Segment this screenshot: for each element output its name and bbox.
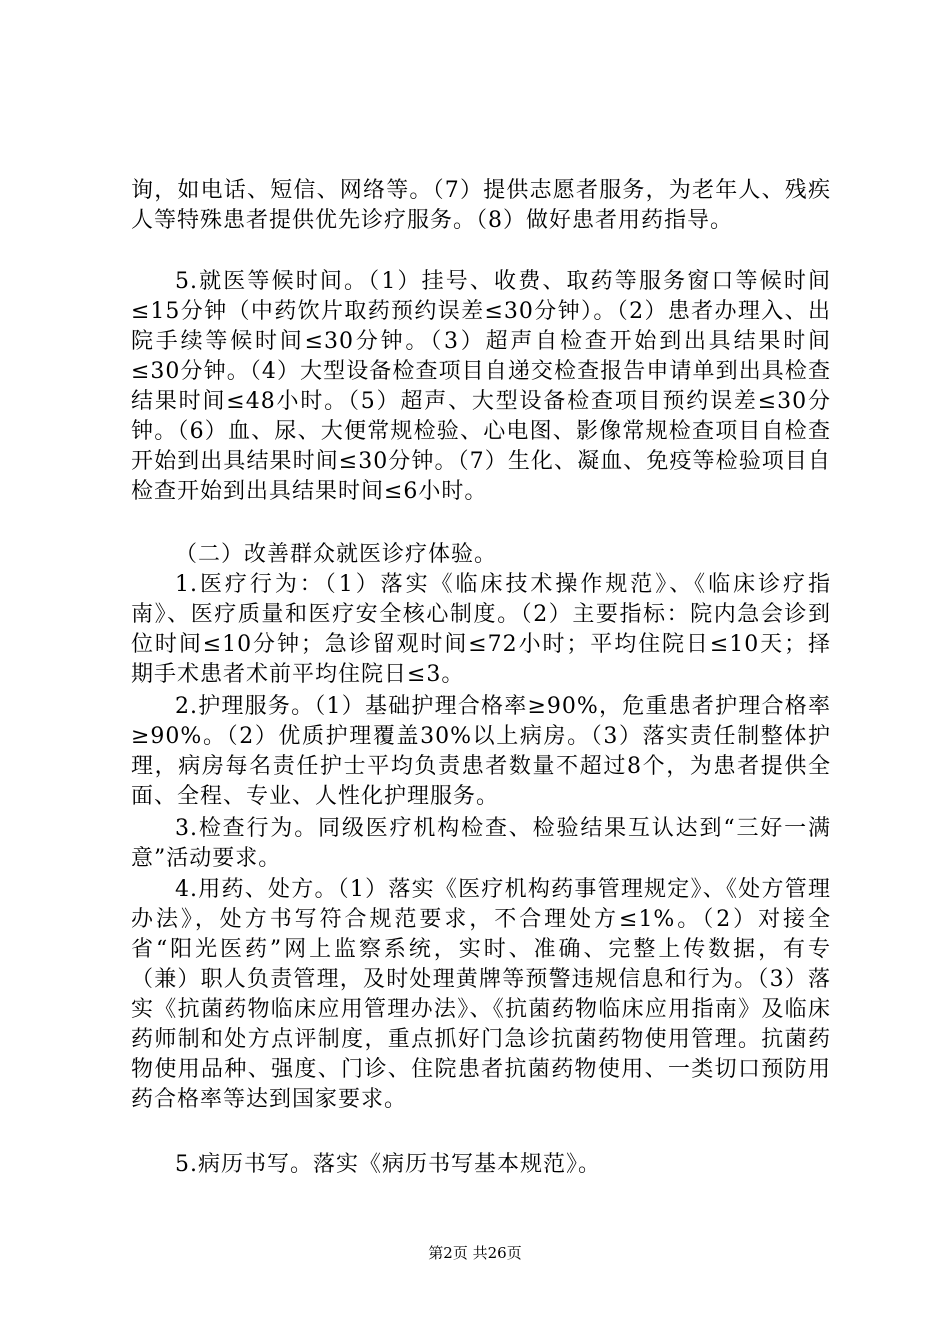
paragraph-patient-services: 询，如电话、短信、网络等。（7）提供志愿者服务，为老年人、残疾人等特殊患者提供优先诊疗服务。（8）做好患者用药指导。 — [131, 178, 831, 233]
paragraph-medical-records: 5.病历书写。落实《病历书写基本规范》。 — [175, 1152, 601, 1177]
paragraph-medical-behavior: 1.医疗行为：（1）落实《临床技术操作规范》、《临床诊疗指南》、医疗质量和医疗安全核心制度。（2）主要指标：院内急会诊到位时间≤10分钟；急诊留观时间≤72小时；平均住院日≤10天；择期手术患者术前平均住院日≤3。 — [131, 572, 831, 687]
paragraph-medication-prescription: 4.用药、处方。（1）落实《医疗机构药事管理规定》、《处方管理办法》，处方书写符合规范要求，不合理处方≤1%。（2）对接全省“阳光医药”网上监察系统，实时、准确、完整上传数据，有专（兼）职人负责管理，及时处理黄牌等预警违规信息和行为。（3）落实《抗菌药物临床应用管理办法》、《抗菌药物临床应用指南》及临床药师制和处方点评制度，重点抓好门急诊抗菌药物使用管理。抗菌药物使用品种、强度、门诊、住院患者抗菌药物使用、一类切口预防用药合格率等达到国家要求。 — [131, 877, 831, 1112]
section-heading-experience: （二）改善群众就医诊疗体验。 — [175, 542, 498, 567]
page-number-footer: 第2页 共26页 — [428, 1244, 522, 1262]
paragraph-waiting-time: 5.就医等候时间。（1）挂号、收费、取药等服务窗口等候时间≤15分钟（中药饮片取药预约误差≤30分钟）。（2）患者办理入、出院手续等候时间≤30分钟。（3）超声自检查开始到出具结果时间≤30分钟。（4）大型设备检查项目自递交检查报告申请单到出具检查结果时间≤48小时。（5）超声、大型设备检查项目预约误差≤30分钟。（6）血、尿、大便常规检验、心电图、影像常规检查项目自检查开始到出具结果时间≤30分钟。（7）生化、凝血、免疫等检验项目自检查开始到出具结果时间≤6小时。 — [131, 269, 831, 504]
paragraph-nursing-service: 2.护理服务。（1）基础护理合格率≥90%，危重患者护理合格率≥90%。（2）优质护理覆盖30%以上病房。（3）落实责任制整体护理，病房每名责任护士平均负责患者数量不超过8个，为患者提供全面、全程、专业、人性化护理服务。 — [131, 694, 831, 809]
paragraph-examination-behavior: 3.检查行为。同级医疗机构检查、检验结果互认达到“三好一满意”活动要求。 — [131, 816, 831, 871]
